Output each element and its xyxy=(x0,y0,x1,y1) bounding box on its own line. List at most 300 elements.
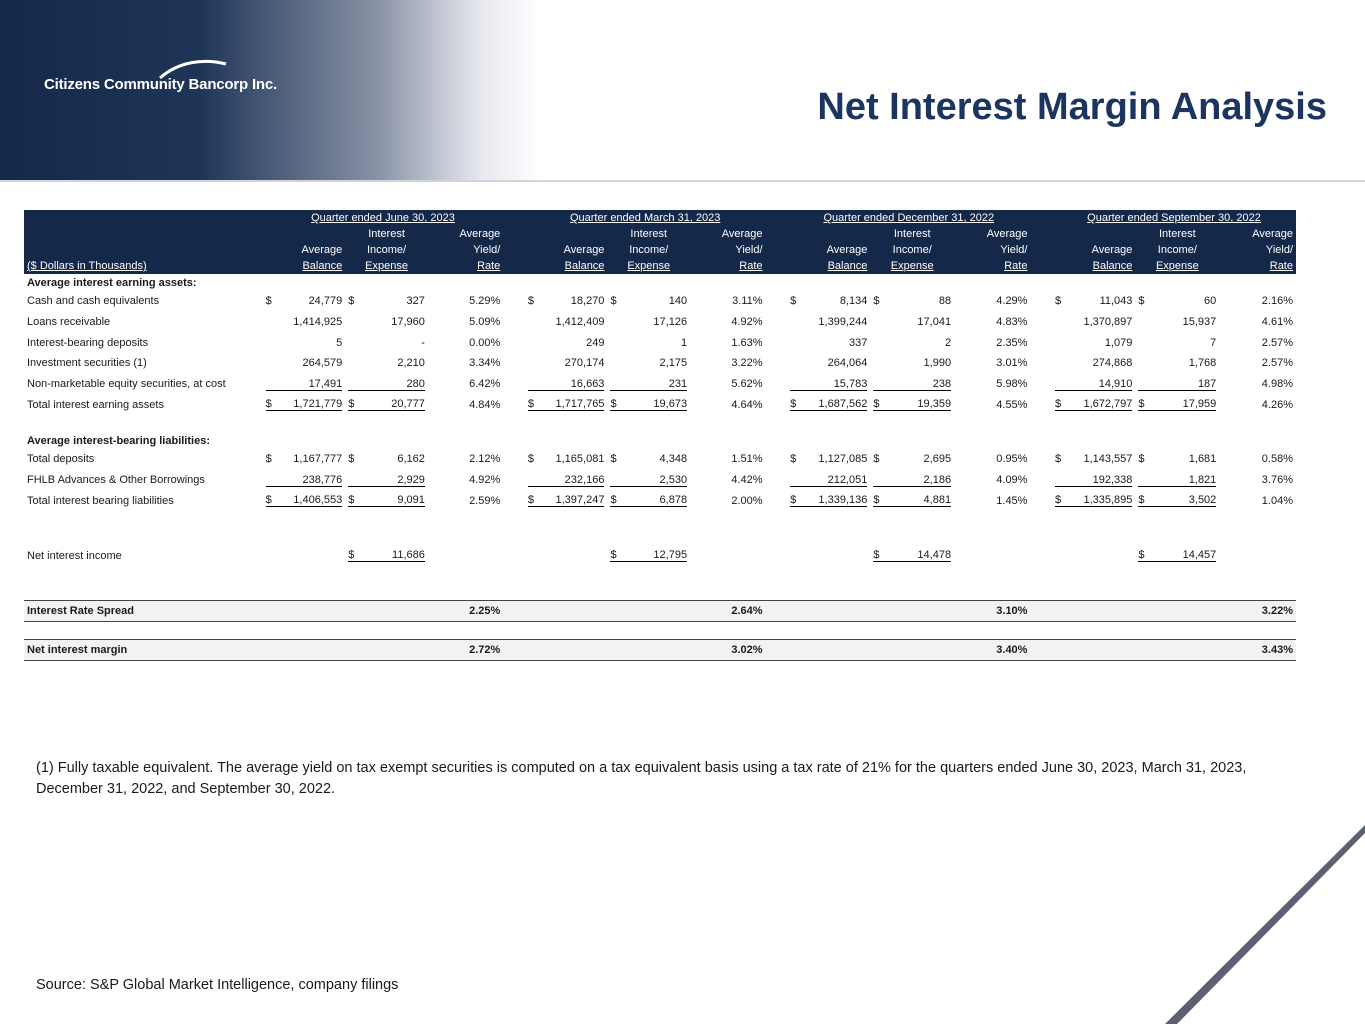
average-balance-value: 212,051 xyxy=(790,474,867,487)
interest-amount-value: 2,186 xyxy=(873,474,951,487)
average-balance-wrap xyxy=(790,398,867,411)
yield-rate xyxy=(954,470,1030,491)
row-label: Net interest income xyxy=(27,549,122,562)
spacer xyxy=(24,511,1296,528)
currency-symbol: $ xyxy=(1055,453,1062,466)
table-row xyxy=(24,449,1296,470)
currency-symbol: $ xyxy=(1055,295,1062,308)
average-balance-value: 11,043 xyxy=(1099,295,1133,308)
column-header-text: Income/ xyxy=(1157,244,1197,256)
column-header-text: Rate xyxy=(1269,260,1293,272)
period-label: Quarter ended December 31, 2022 xyxy=(823,212,995,224)
interest-amount xyxy=(607,491,690,512)
yield-rate xyxy=(428,449,503,470)
average-balance-value: 1,335,895 xyxy=(1083,494,1133,507)
average-balance-value: 1,672,797 xyxy=(1083,398,1133,411)
column-header xyxy=(607,258,690,274)
source-note: Source: S&P Global Market Intelligence, company filings xyxy=(36,977,399,993)
interest-amount-value: 327 xyxy=(406,295,425,308)
yield-rate-value: 2.57% xyxy=(1261,336,1293,349)
currency-symbol: $ xyxy=(348,295,355,308)
average-balance-value: 264,064 xyxy=(827,357,868,370)
interest-rate-spread-row xyxy=(24,600,1296,621)
average-balance xyxy=(263,332,346,353)
column-header xyxy=(607,226,690,242)
yield-rate-value: 6.42% xyxy=(469,378,501,391)
interest-amount-value: 2,695 xyxy=(923,453,952,466)
currency-symbol: $ xyxy=(610,549,617,562)
spacer-row xyxy=(24,621,1296,639)
yield-rate xyxy=(690,394,765,415)
column-header xyxy=(690,258,765,274)
interest-amount xyxy=(870,470,954,491)
row-label: Interest-bearing deposits xyxy=(27,336,149,349)
spacer xyxy=(1030,312,1052,333)
yield-rate-value: 0.95% xyxy=(996,453,1028,466)
spacer xyxy=(503,449,525,470)
interest-amount-value: - xyxy=(421,336,425,349)
column-header xyxy=(525,226,608,242)
interest-amount-wrap xyxy=(348,398,425,411)
average-balance xyxy=(787,394,870,415)
yield-rate-value: 2.16% xyxy=(1261,295,1293,308)
average-balance xyxy=(1052,353,1135,374)
spacer xyxy=(428,545,503,566)
spacer-row xyxy=(24,583,1296,601)
interest-amount xyxy=(345,312,428,333)
column-header xyxy=(345,242,428,258)
yield-rate xyxy=(1219,353,1296,374)
row-label: Total interest earning assets xyxy=(27,398,164,411)
column-header-text: Average xyxy=(1252,228,1293,240)
spacer xyxy=(1052,639,1135,660)
currency-symbol: $ xyxy=(790,453,797,466)
section-heading: Average interest-bearing liabilities: xyxy=(27,434,210,447)
net-interest-margin-row-value: 2.72% xyxy=(428,639,503,660)
column-header xyxy=(870,226,954,242)
net-interest-income-wrap xyxy=(610,549,687,562)
average-balance-wrap xyxy=(790,494,867,507)
spacer xyxy=(525,600,608,621)
spacer xyxy=(766,545,788,566)
footnote: (1) Fully taxable equivalent. The average yield on tax exempt securities is computed on a tax equivalent basis using a tax rate of 21% for the quarters ended June 30, 2023, March 31, 2023, December 31, 2022, and September 30, 2022. xyxy=(36,760,1247,797)
spacer xyxy=(503,470,525,491)
interest-amount-value: 4,881 xyxy=(923,494,952,507)
interest-amount xyxy=(870,353,954,374)
period-header xyxy=(787,210,1030,226)
average-balance xyxy=(787,353,870,374)
net-interest-income xyxy=(345,545,428,566)
average-balance-value: 1,414,925 xyxy=(293,316,343,329)
interest-amount xyxy=(607,291,690,312)
average-balance xyxy=(525,491,608,512)
currency-symbol: $ xyxy=(1138,295,1145,308)
header-row-1 xyxy=(24,242,1296,258)
header-spacer xyxy=(766,242,788,258)
spacer xyxy=(1030,374,1052,395)
spacer xyxy=(766,491,788,512)
average-balance-value: 1,165,081 xyxy=(555,453,605,466)
average-balance xyxy=(1052,470,1135,491)
column-header xyxy=(1219,226,1296,242)
interest-amount xyxy=(345,470,428,491)
total-row xyxy=(24,394,1296,415)
average-balance-value: 1,397,247 xyxy=(555,494,605,507)
column-header-text: Interest xyxy=(1159,228,1196,240)
column-header xyxy=(263,242,346,258)
spacer xyxy=(1135,600,1219,621)
interest-amount-value: 15,937 xyxy=(1182,316,1217,329)
column-header xyxy=(1052,258,1135,274)
average-balance xyxy=(1052,332,1135,353)
header-spacer xyxy=(24,210,263,226)
average-balance-wrap xyxy=(1055,453,1132,465)
interest-amount-wrap xyxy=(348,494,425,507)
column-header xyxy=(787,258,870,274)
yield-rate-value: 4.92% xyxy=(731,316,763,329)
currency-symbol: $ xyxy=(610,398,617,411)
interest-amount xyxy=(870,291,954,312)
yield-rate xyxy=(428,312,503,333)
yield-rate-value: 1.51% xyxy=(731,453,763,466)
table-row xyxy=(24,332,1296,353)
yield-rate xyxy=(428,374,503,395)
spacer xyxy=(24,566,1296,583)
average-balance-value: 264,579 xyxy=(302,357,343,370)
interest-amount xyxy=(607,470,690,491)
header-spacer xyxy=(766,258,788,274)
currency-symbol: $ xyxy=(265,398,272,411)
yield-rate xyxy=(428,332,503,353)
total-row xyxy=(24,491,1296,512)
net-interest-income-value: 11,686 xyxy=(392,549,425,562)
interest-amount-value: 19,673 xyxy=(653,398,688,411)
currency-symbol: $ xyxy=(1138,494,1145,507)
yield-rate-value: 4.83% xyxy=(996,316,1028,329)
interest-amount-value: 7 xyxy=(1210,336,1217,349)
average-balance xyxy=(525,394,608,415)
spacer xyxy=(503,291,525,312)
average-balance-wrap xyxy=(1055,398,1132,411)
interest-amount xyxy=(607,312,690,333)
spacer xyxy=(1219,545,1296,566)
spacer xyxy=(766,600,788,621)
average-balance-wrap xyxy=(266,398,343,411)
average-balance-value: 1,412,409 xyxy=(555,316,605,329)
spacer xyxy=(607,639,690,660)
yield-rate xyxy=(1219,449,1296,470)
spacer-row xyxy=(24,415,1296,432)
column-header-text: Yield/ xyxy=(1000,244,1028,256)
column-header xyxy=(690,242,765,258)
corner-decoration xyxy=(1165,825,1365,1024)
yield-rate xyxy=(690,312,765,333)
spacer xyxy=(263,545,346,566)
interest-amount-value: 3,502 xyxy=(1188,494,1217,507)
interest-amount-value: 1,681 xyxy=(1188,453,1217,466)
yield-rate-value: 2.12% xyxy=(469,453,501,466)
yield-rate xyxy=(690,353,765,374)
interest-amount xyxy=(1135,470,1219,491)
spacer xyxy=(345,600,428,621)
average-balance-value: 1,721,779 xyxy=(293,398,343,411)
yield-rate xyxy=(690,374,765,395)
average-balance xyxy=(787,470,870,491)
yield-rate-value: 2.59% xyxy=(469,494,501,507)
average-balance-wrap xyxy=(1055,494,1132,507)
interest-amount-value: 19,359 xyxy=(917,398,952,411)
column-header xyxy=(263,258,346,274)
spacer xyxy=(1030,639,1052,660)
column-header xyxy=(1135,226,1219,242)
interest-amount xyxy=(345,449,428,470)
spacer xyxy=(1030,291,1052,312)
average-balance-value: 1,167,777 xyxy=(293,453,343,466)
interest-amount xyxy=(345,374,428,395)
column-header xyxy=(1052,242,1135,258)
column-header-text: Balance xyxy=(827,260,868,272)
interest-amount-value: 88 xyxy=(938,295,952,308)
average-balance xyxy=(525,374,608,395)
column-header-text: Interest xyxy=(368,228,405,240)
average-balance-value: 8,134 xyxy=(839,295,868,308)
interest-amount-value: 280 xyxy=(348,378,425,391)
yield-rate xyxy=(954,449,1030,470)
yield-rate-value: 5.98% xyxy=(996,378,1028,391)
interest-amount xyxy=(345,332,428,353)
yield-rate-value: 3.34% xyxy=(469,357,501,370)
average-balance xyxy=(525,449,608,470)
yield-rate xyxy=(954,394,1030,415)
column-header-text: Balance xyxy=(1092,260,1133,272)
header-spacer xyxy=(503,210,525,226)
average-balance xyxy=(1052,291,1135,312)
header-spacer xyxy=(766,226,788,242)
period-label: Quarter ended March 31, 2023 xyxy=(569,212,721,224)
average-balance-wrap xyxy=(528,494,605,507)
column-header-text: Interest xyxy=(893,228,931,240)
average-balance-value: 1,079 xyxy=(1104,336,1133,349)
yield-rate xyxy=(428,491,503,512)
header-divider xyxy=(0,180,1365,182)
spacer xyxy=(503,332,525,353)
interest-amount-value: 20,777 xyxy=(391,398,425,411)
period-label: Quarter ended September 30, 2022 xyxy=(1087,212,1261,224)
yield-rate xyxy=(954,332,1030,353)
column-header xyxy=(1135,258,1219,274)
row-label: Total deposits xyxy=(27,453,95,466)
currency-symbol: $ xyxy=(348,494,355,507)
column-header-text: Average xyxy=(563,244,605,256)
interest-amount-value: 140 xyxy=(668,295,688,308)
row-label: Cash and cash equivalents xyxy=(27,295,160,308)
yield-rate-value: 3.11% xyxy=(732,295,763,308)
column-header xyxy=(870,258,954,274)
interest-rate-spread-row-value: 3.22% xyxy=(1219,600,1296,621)
interest-amount-value: 2,929 xyxy=(348,474,425,487)
interest-amount-wrap xyxy=(348,295,425,307)
interest-amount-value: 1 xyxy=(680,336,688,349)
table-row xyxy=(24,353,1296,374)
average-balance-wrap xyxy=(266,453,343,465)
net-interest-margin-table xyxy=(24,210,1296,661)
section-heading: Average interest earning assets: xyxy=(27,276,197,289)
yield-rate-value: 0.58% xyxy=(1261,453,1293,466)
average-balance-wrap xyxy=(266,295,343,307)
column-header xyxy=(263,226,346,242)
column-header-text: Expense xyxy=(365,260,408,272)
yield-rate xyxy=(428,470,503,491)
spacer-row xyxy=(24,528,1296,545)
yield-rate-value: 5.29% xyxy=(469,295,501,308)
average-balance-value: 1,399,244 xyxy=(818,316,868,329)
currency-symbol: $ xyxy=(348,398,355,411)
interest-amount xyxy=(870,374,954,395)
average-balance xyxy=(525,332,608,353)
column-header-text: Interest xyxy=(630,228,668,240)
interest-amount xyxy=(345,291,428,312)
average-balance xyxy=(263,394,346,415)
yield-rate-value: 4.29% xyxy=(996,295,1028,308)
interest-rate-spread-row-value: 2.64% xyxy=(690,600,765,621)
interest-amount-wrap xyxy=(610,295,687,307)
spacer xyxy=(503,312,525,333)
interest-amount-wrap xyxy=(873,453,951,465)
spacer xyxy=(954,545,1030,566)
column-header-text: Average xyxy=(721,228,763,240)
spacer xyxy=(24,621,1296,639)
row-label: Non-marketable equity securities, at cost xyxy=(27,378,226,391)
spacer xyxy=(766,353,788,374)
row-label: Loans receivable xyxy=(27,316,111,329)
average-balance xyxy=(263,312,346,333)
average-balance-value: 1,717,765 xyxy=(555,398,605,411)
spacer xyxy=(690,545,765,566)
column-header xyxy=(954,242,1030,258)
column-header xyxy=(1052,226,1135,242)
column-header-text: Yield/ xyxy=(735,244,763,256)
spacer xyxy=(787,545,870,566)
column-header xyxy=(428,226,503,242)
column-header-text: Income/ xyxy=(892,244,932,256)
interest-amount xyxy=(870,332,954,353)
currency-symbol: $ xyxy=(873,453,880,466)
column-header-text: Average xyxy=(459,228,501,240)
column-header-text: Expense xyxy=(1155,260,1199,272)
yield-rate xyxy=(954,312,1030,333)
currency-symbol: $ xyxy=(1055,398,1062,411)
header-spacer xyxy=(24,226,263,242)
net-interest-margin-row xyxy=(24,639,1296,660)
header-spacer xyxy=(1030,258,1052,274)
interest-amount-value: 9,091 xyxy=(397,494,425,507)
spacer xyxy=(503,600,525,621)
interest-amount-wrap xyxy=(348,453,425,465)
net-interest-income xyxy=(607,545,690,566)
interest-amount xyxy=(607,394,690,415)
interest-amount-value: 6,162 xyxy=(397,453,425,466)
interest-amount xyxy=(345,394,428,415)
units-label-text: ($ Dollars in Thousands) xyxy=(27,260,147,272)
yield-rate-value: 5.09% xyxy=(469,316,501,329)
interest-amount xyxy=(870,394,954,415)
yield-rate-value: 1.04% xyxy=(1261,494,1293,507)
interest-amount xyxy=(870,491,954,512)
table-row xyxy=(24,291,1296,312)
row-label: Investment securities (1) xyxy=(27,357,147,370)
currency-symbol: $ xyxy=(873,549,880,562)
currency-symbol: $ xyxy=(610,453,617,466)
column-header-text: Balance xyxy=(302,260,343,272)
row-label: Net interest margin xyxy=(24,639,263,660)
spacer xyxy=(525,545,608,566)
period-label: Quarter ended June 30, 2023 xyxy=(311,212,455,224)
average-balance-wrap xyxy=(266,494,343,507)
column-header-text: Expense xyxy=(890,260,934,272)
header-spacer xyxy=(1030,226,1052,242)
average-balance xyxy=(263,291,346,312)
average-balance xyxy=(525,353,608,374)
column-header xyxy=(787,226,870,242)
interest-rate-spread-row-value: 3.10% xyxy=(954,600,1030,621)
spacer xyxy=(525,639,608,660)
average-balance xyxy=(263,491,346,512)
interest-amount-wrap xyxy=(1138,494,1216,507)
yield-rate-value: 0.00% xyxy=(469,336,501,349)
row-label: FHLB Advances & Other Borrowings xyxy=(27,474,205,487)
column-header xyxy=(1219,258,1296,274)
spacer xyxy=(503,394,525,415)
currency-symbol: $ xyxy=(873,398,880,411)
column-header-text: Average xyxy=(301,244,343,256)
yield-rate xyxy=(428,394,503,415)
spacer xyxy=(345,639,428,660)
table-row xyxy=(24,374,1296,395)
spacer xyxy=(607,600,690,621)
column-header xyxy=(954,226,1030,242)
header-row-0 xyxy=(24,226,1296,242)
spacer-row xyxy=(24,511,1296,528)
spacer xyxy=(503,545,525,566)
column-header-text: Yield/ xyxy=(473,244,501,256)
currency-symbol: $ xyxy=(527,453,534,466)
interest-amount xyxy=(1135,332,1219,353)
average-balance-wrap xyxy=(528,295,605,307)
column-header-text: Average xyxy=(986,228,1028,240)
column-header-text: Balance xyxy=(564,260,605,272)
interest-amount xyxy=(607,332,690,353)
interest-amount-wrap xyxy=(873,398,951,411)
spacer xyxy=(766,449,788,470)
average-balance-value: 232,166 xyxy=(528,474,605,487)
spacer xyxy=(766,374,788,395)
yield-rate-value: 2.35% xyxy=(996,336,1028,349)
currency-symbol: $ xyxy=(1138,398,1145,411)
net-interest-income-wrap xyxy=(873,549,951,562)
header-row-periods xyxy=(24,210,1296,226)
currency-symbol: $ xyxy=(527,295,534,308)
interest-amount xyxy=(1135,449,1219,470)
interest-amount xyxy=(607,449,690,470)
period-header xyxy=(1052,210,1296,226)
average-balance-value: 270,174 xyxy=(564,357,605,370)
net-interest-margin-row-value: 3.43% xyxy=(1219,639,1296,660)
currency-symbol: $ xyxy=(610,494,617,507)
average-balance-value: 238,776 xyxy=(266,474,343,487)
net-interest-income-value: 12,795 xyxy=(653,549,688,562)
average-balance xyxy=(263,470,346,491)
yield-rate xyxy=(1219,332,1296,353)
